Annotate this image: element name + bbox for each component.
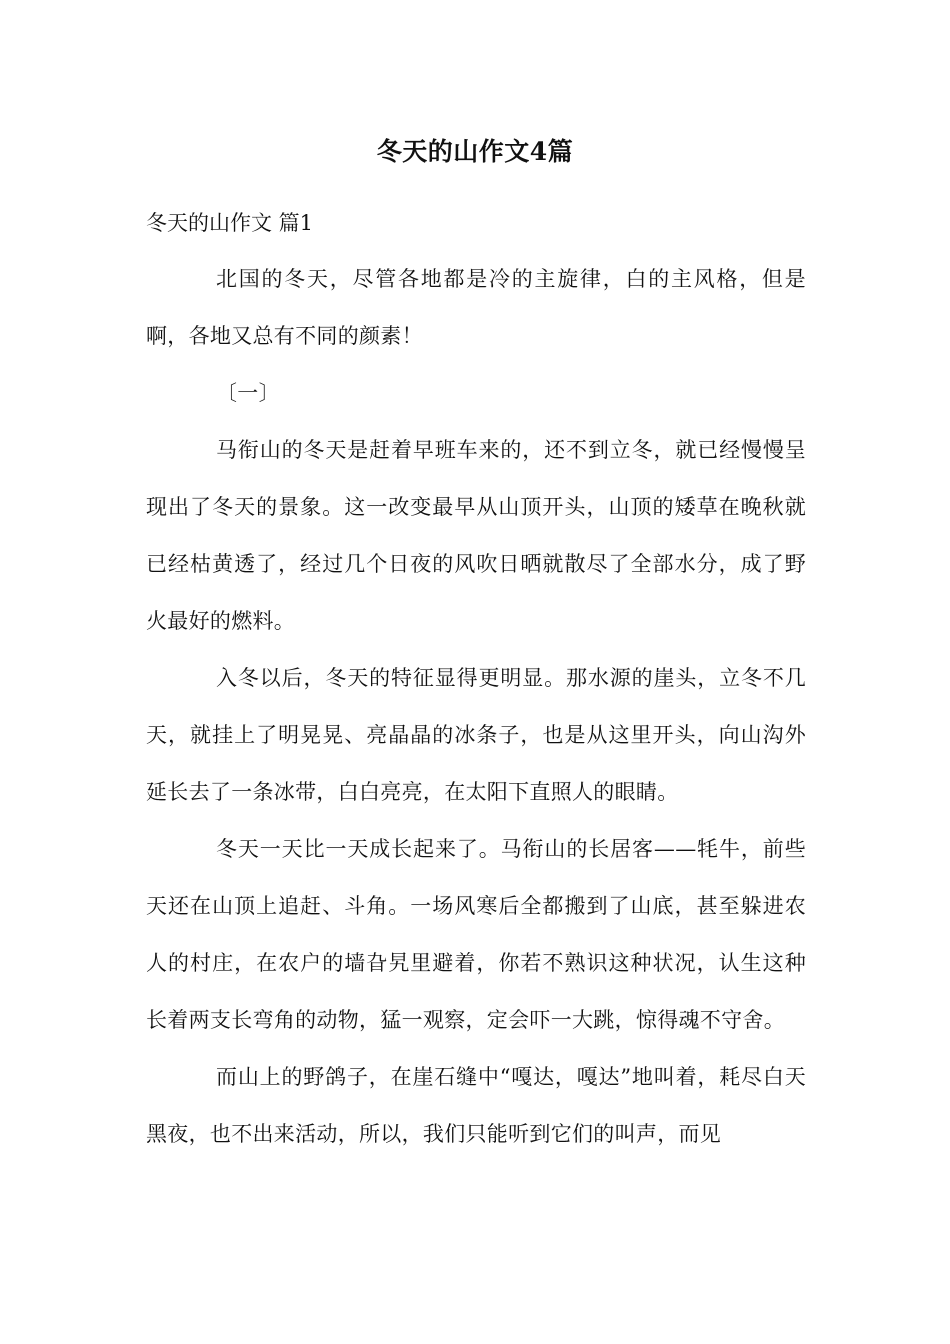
paragraph: 北国的冬天，尽管各地都是冷的主旋律，白的主风格，但是啊，各地又总有不同的颜素！ <box>146 267 806 348</box>
document-body <box>146 251 806 1163</box>
section-heading: 冬天的山作文 篇1 <box>146 211 314 235</box>
section-marker: 〔一〕 <box>216 381 280 405</box>
document-title: 冬天的山作文4篇 <box>376 137 574 166</box>
paragraph: 入冬以后，冬天的特征显得更明显。那水源的崖头，立冬不几天，就挂上了明晃晃、亮晶晶的冰条子，也是从这里开头，向山沟外延长去了一条冰带，白白亮亮，在太阳下直照人的眼睛。 <box>146 666 806 804</box>
paragraph: 马衔山的冬天是赶着早班车来的，还不到立冬，就已经慢慢呈现出了冬天的景象。这一改变最早从山顶开头，山顶的矮草在晚秋就已经枯黄透了，经过几个日夜的风吹日晒就散尽了全部水分，成了野火最好的燃料。 <box>146 438 806 633</box>
paragraph: 而山上的野鸽子，在崖石缝中“嘎达，嘎达”地叫着，耗尽白天黑夜，也不出来活动，所以，我们只能听到它们的叫声，而见 <box>146 1065 806 1146</box>
paragraph: 冬天一天比一天成长起来了。马衔山的长居客——牦牛，前些天还在山顶上追赶、斗角。一场风寒后全都搬到了山底，甚至躲进农人的村庄，在农户的墙旮旯里避着，你若不熟识这种状况，认生这种长着两支长弯角的动物，猛一观察，定会吓一大跳，惊得魂不守舍。 <box>146 837 806 1032</box>
